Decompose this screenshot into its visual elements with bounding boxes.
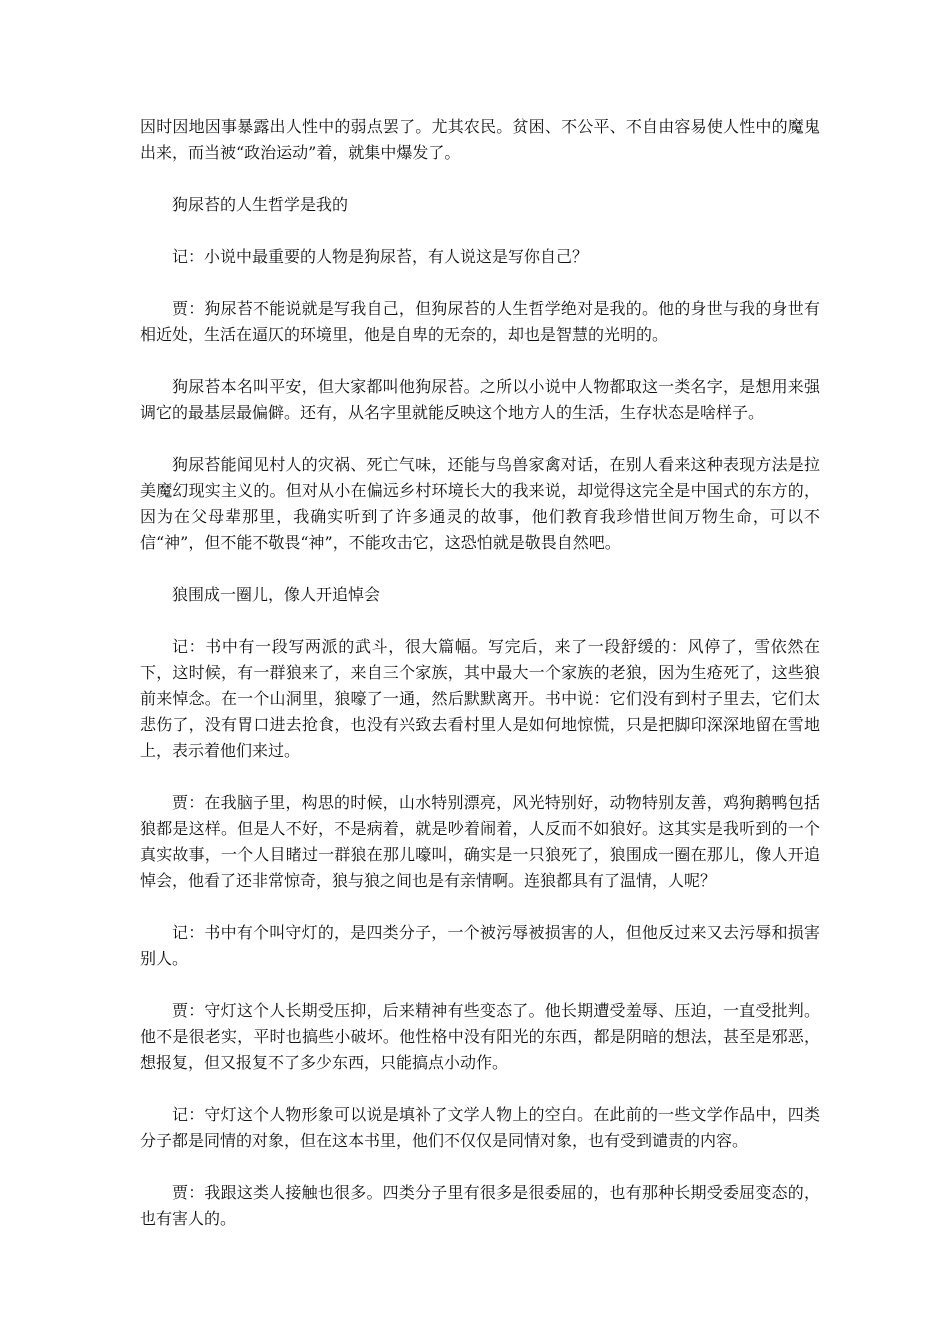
interview-answer: 贾：守灯这个人长期受压抑，后来精神有些变态了。他长期遭受羞辱、压迫，一直受批判。他不是很老实，平时也搞些小破坏。他性格中没有阳光的东西，都是阴暗的想法，甚至是邪恶，想报复，但又报复不了多少东西，只能搞点小动作。: [140, 1001, 820, 1072]
section-heading: 狼围成一圈儿，像人开追悼会: [172, 585, 381, 604]
paragraph-continuation: 因时因地因事暴露出人性中的弱点罢了。尤其农民。贫困、不公平、不自由容易使人性中的魔鬼出来，而当被“政治运动”着，就集中爆发了。: [140, 117, 820, 162]
interview-question: 记：小说中最重要的人物是狗尿苔，有人说这是写你自己？: [172, 247, 589, 266]
body-paragraph: 狗尿苔能闻见村人的灾祸、死亡气味，还能与鸟兽家禽对话，在别人看来这种表现方法是拉美魔幻现实主义的。但对从小在偏远乡村环境长大的我来说，却觉得这完全是中国式的东方的，因为在父母辈那里，我确实听到了许多通灵的故事，他们教育我珍惜世间万物生命，可以不信“神”，但不能不敬畏“神”，不能攻击它，这恐怕就是敬畏自然吧。: [140, 455, 820, 552]
document-page: [140, 114, 820, 1258]
interview-answer: 贾：我跟这类人接触也很多。四类分子里有很多是很委屈的，也有那种长期受委屈变态的，也有害人的。: [140, 1183, 820, 1228]
section-heading: 狗尿苔的人生哲学是我的: [172, 195, 349, 214]
body-paragraph: 狗尿苔本名叫平安，但大家都叫他狗尿苔。之所以小说中人物都取这一类名字，是想用来强调它的最基层最偏僻。还有，从名字里就能反映这个地方人的生活，生存状态是啥样子。: [140, 377, 820, 422]
interview-question: 记：书中有个叫守灯的，是四类分子，一个被污辱被损害的人，但他反过来又去污辱和损害别人。: [140, 923, 820, 968]
interview-answer: 贾：在我脑子里，构思的时候，山水特别漂亮，风光特别好，动物特别友善，鸡狗鹅鸭包括狼都是这样。但是人不好，不是病着，就是吵着闹着，人反而不如狼好。这其实是我听到的一个真实故事，一个人目睹过一群狼在那儿嚎叫，确实是一只狼死了，狼围成一圈在那儿，像人开追悼会，他看了还非常惊奇，狼与狼之间也是有亲情啊。连狼都具有了温情，人呢？: [140, 793, 820, 890]
interview-question: 记：守灯这个人物形象可以说是填补了文学人物上的空白。在此前的一些文学作品中，四类分子都是同情的对象，但在这本书里，他们不仅仅是同情对象，也有受到谴责的内容。: [140, 1105, 820, 1150]
interview-question: 记：书中有一段写两派的武斗，很大篇幅。写完后，来了一段舒缓的：风停了，雪依然在下，这时候，有一群狼来了，来自三个家族，其中最大一个家族的老狼，因为生疮死了，这些狼前来悼念。在一个山洞里，狼嚎了一通，然后默默离开。书中说：它们没有到村子里去，它们太悲伤了，没有胃口进去抢食，也没有兴致去看村里人是如何地惊慌，只是把脚印深深地留在雪地上，表示着他们来过。: [140, 637, 820, 760]
interview-answer: 贾：狗尿苔不能说就是写我自己，但狗尿苔的人生哲学绝对是我的。他的身世与我的身世有相近处，生活在逼仄的环境里，他是自卑的无奈的，却也是智慧的光明的。: [140, 299, 820, 344]
